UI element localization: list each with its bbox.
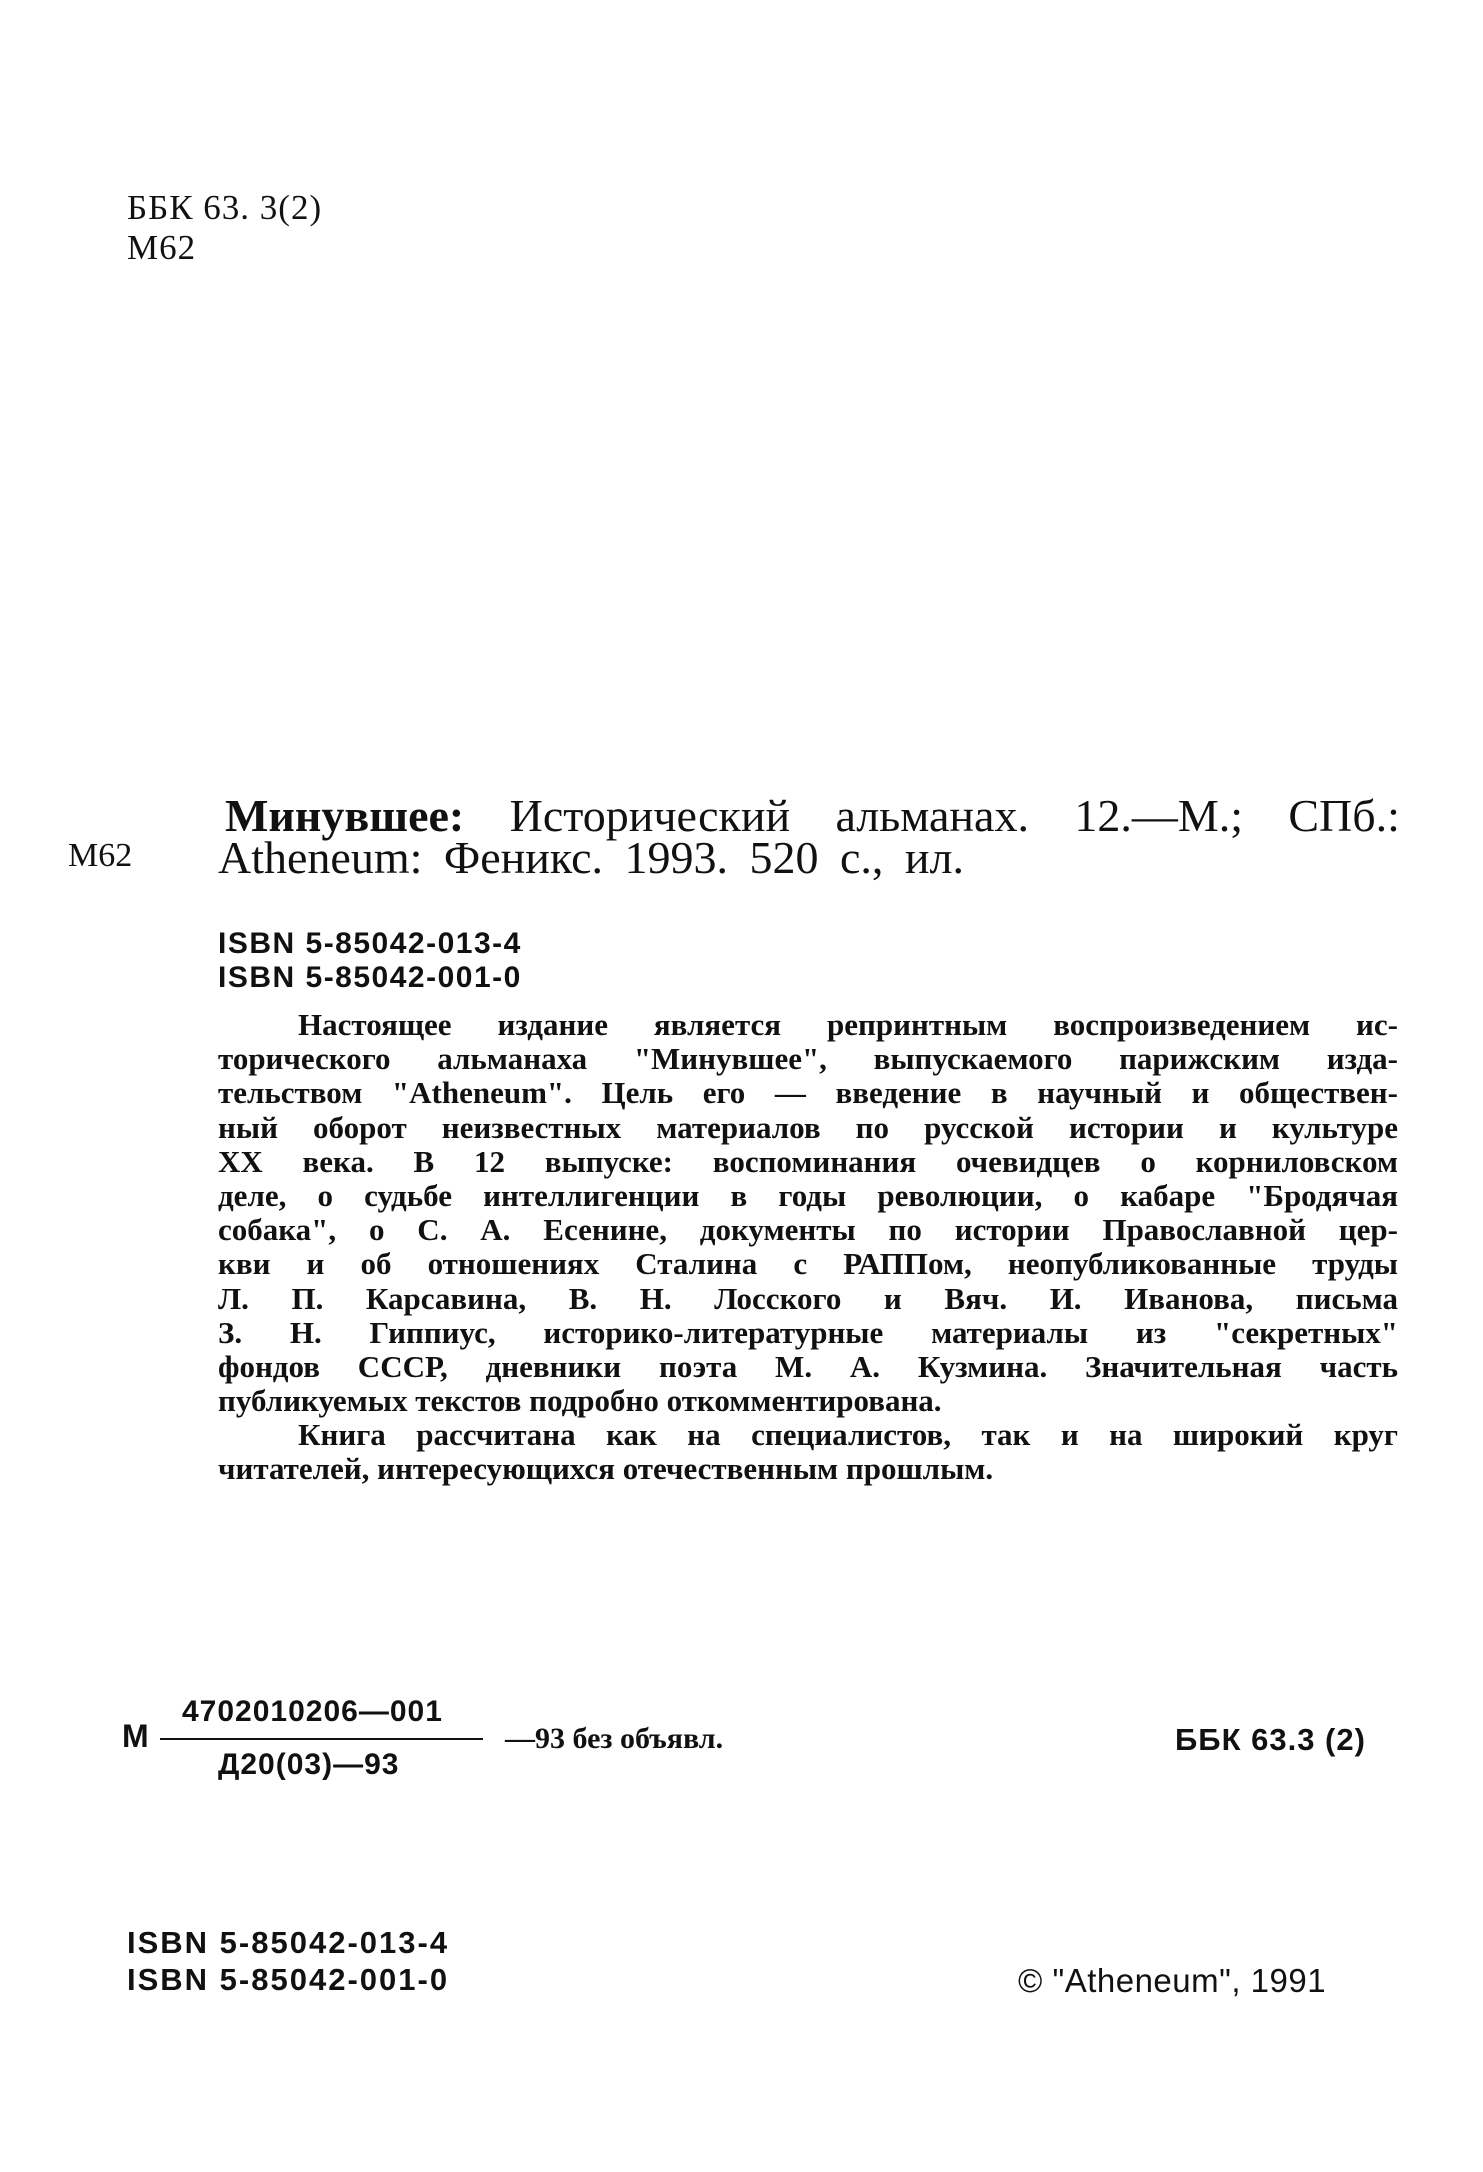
annotation-line: З. Н. Гиппиус, историко-литературные материалы из "секретных" (218, 1314, 1398, 1350)
bbk-bottom: ББК 63.3 (2) (1175, 1722, 1366, 1757)
annotation-line: Настоящее издание является репринтным воспроизведением ис- (298, 1007, 1398, 1042)
annotation-line: XX века. В 12 выпуске: воспоминания очевидцев о корниловском (218, 1143, 1398, 1179)
annotation-line: собака", о С. А. Есенине, документы по истории Православной цер- (218, 1212, 1398, 1248)
annotation-line: фондов СССР, дневники поэта М. А. Кузмина. Значительная часть (218, 1348, 1398, 1384)
annotation-line: ный оборот неизвестных материалов по русской истории и культуре (218, 1109, 1398, 1145)
imprint-fraction-line (160, 1738, 483, 1740)
annotation-line: торического альманаха "Минувшее", выпускаемого парижским изда- (218, 1041, 1398, 1077)
annotation-line: Книга рассчитана как на специалистов, так и на широкий круг (298, 1417, 1398, 1453)
copyright-notice: © "Atheneum", 1991 (1018, 1962, 1327, 1999)
isbn-top-1: ISBN 5-85042-013-4 (218, 927, 522, 960)
bbk-code: ББК 63. 3(2) (127, 188, 323, 227)
side-author-mark: М62 (68, 837, 133, 874)
title-line-2: Atheneum: Феникс. 1993. 520 с., ил. (218, 832, 964, 883)
author-mark: М62 (127, 228, 197, 267)
annotation-line: кви и об отношениях Сталина с РАППом, неопубликованные труды (218, 1246, 1398, 1282)
annotation-line: тельством "Atheneum". Цель его — введение в научный и обществен- (218, 1075, 1398, 1111)
annotation-line: читателей, интересующихся отечественным прошлым. (218, 1451, 994, 1487)
title-word: Минувшее: (225, 790, 465, 841)
imprint-tail: —93 без объявл. (505, 1722, 724, 1755)
isbn-bottom-1: ISBN 5-85042-013-4 (127, 1925, 450, 1960)
title-word: 12.—М.; (1074, 790, 1243, 841)
title-word: СПб.: (1288, 790, 1400, 841)
annotation (218, 1008, 1398, 1487)
annotation-line: публикуемых текстов подробно откомментирована. (218, 1383, 942, 1419)
title-word: Исторический (509, 790, 791, 841)
annotation-line: Л. П. Карсавина, В. Н. Лосского и Вяч. И. Иванова, письма (218, 1280, 1398, 1316)
isbn-top-2: ISBN 5-85042-001-0 (218, 961, 522, 994)
imprint-denominator: Д20(03)—93 (218, 1748, 400, 1781)
title-word: альманах. (835, 790, 1029, 841)
annotation-line: деле, о судьбе интеллигенции в годы революции, о кабаре "Бродячая (218, 1177, 1398, 1213)
imprint-numerator: 4702010206—001 (182, 1695, 443, 1728)
isbn-bottom-2: ISBN 5-85042-001-0 (127, 1962, 450, 1997)
imprint-prefix: М (122, 1718, 149, 1754)
